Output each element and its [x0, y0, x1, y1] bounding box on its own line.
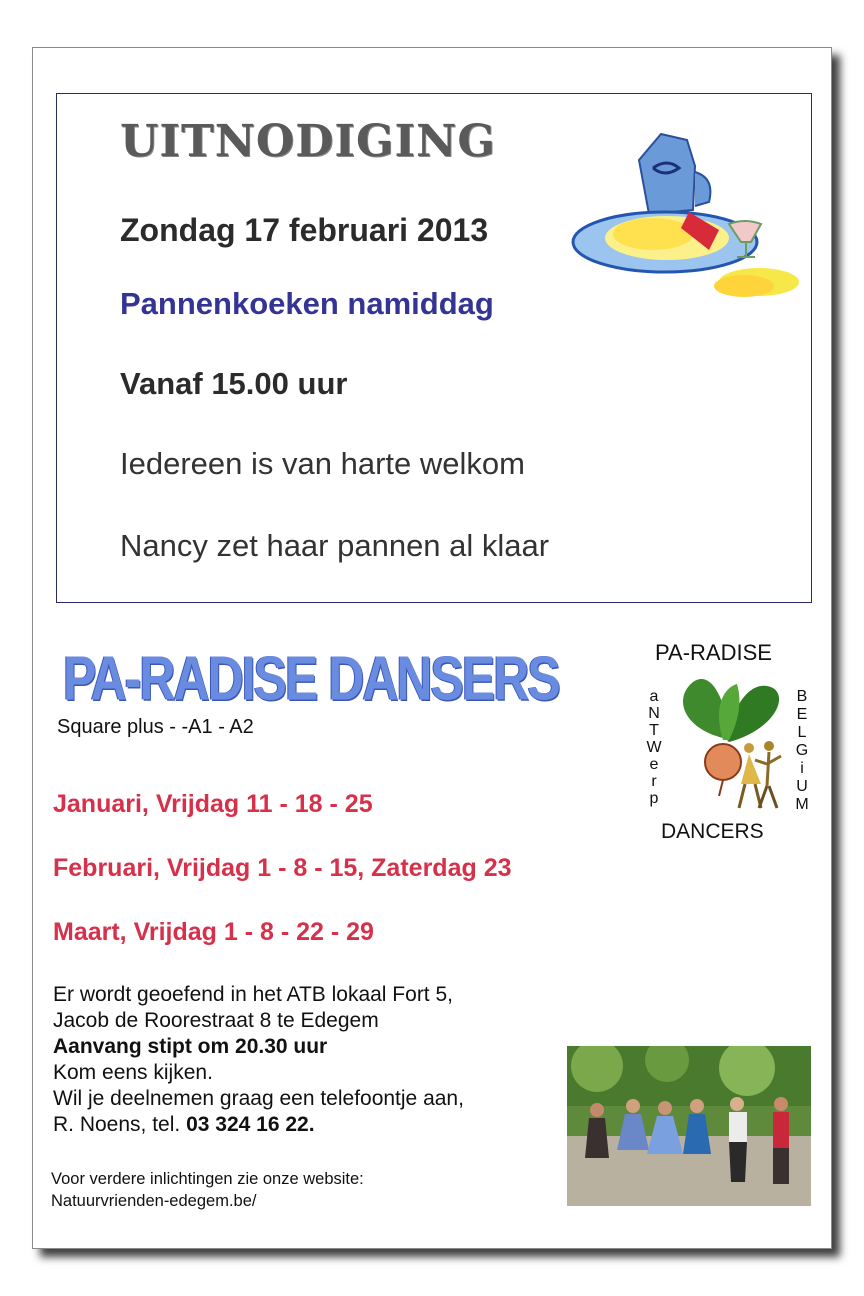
- location-line-2: Jacob de Roorestraat 8 te Edegem: [53, 1009, 379, 1032]
- dancers-photo: [567, 1046, 811, 1206]
- invitation-box: [56, 93, 812, 603]
- contact-name: R. Noens, tel.: [53, 1113, 181, 1136]
- start-time: Aanvang stipt om 20.30 uur: [53, 1035, 328, 1058]
- phone-number: 03 324 16 22.: [186, 1113, 315, 1136]
- logo-bottom-text: DANCERS: [661, 820, 764, 843]
- website-link[interactable]: Natuurvrienden-edegem.be/: [51, 1192, 257, 1210]
- more-info-text: Voor verdere inlichtingen zie onze website:: [51, 1170, 364, 1188]
- dance-level: Square plus - -A1 - A2: [57, 716, 254, 738]
- host-text: Nancy zet haar pannen al klaar: [120, 528, 550, 563]
- visit-text: Kom eens kijken.: [53, 1061, 213, 1084]
- event-date: Zondag 17 februari 2013: [120, 212, 489, 248]
- contact-line: Wil je deelnemen graag een telefoontje aan,: [53, 1087, 464, 1110]
- pancake-illustration: [569, 120, 801, 300]
- logo-left-letters: a N T W e r p: [646, 688, 662, 807]
- logo-top-text: PA-RADISE: [655, 640, 772, 665]
- event-time: Vanaf 15.00 uur: [120, 366, 348, 401]
- schedule-january: Januari, Vrijdag 11 - 18 - 25: [53, 790, 373, 818]
- location-line-1: Er wordt geoefend in het ATB lokaal Fort 5,: [53, 983, 453, 1006]
- welcome-text: Iedereen is van harte welkom: [120, 446, 525, 481]
- invitation-title: UITNODIGING: [120, 116, 496, 167]
- flyer-page: [32, 47, 832, 1249]
- footer: [51, 1168, 364, 1212]
- schedule-february: Februari, Vrijdag 1 - 8 - 15, Zaterdag 23: [53, 854, 512, 882]
- logo-right-letters: B E L G i U M: [795, 688, 809, 813]
- schedule-march: Maart, Vrijdag 1 - 8 - 22 - 29: [53, 918, 374, 946]
- contact-name-line: [53, 1112, 464, 1138]
- radish-dancers-icon: [663, 668, 791, 818]
- event-name: Pannenkoeken namiddag: [120, 286, 494, 321]
- practice-info: [53, 982, 464, 1138]
- paradise-dancers-logo: [635, 640, 815, 846]
- dancers-title: PA-RADISE DANSERS: [63, 643, 559, 714]
